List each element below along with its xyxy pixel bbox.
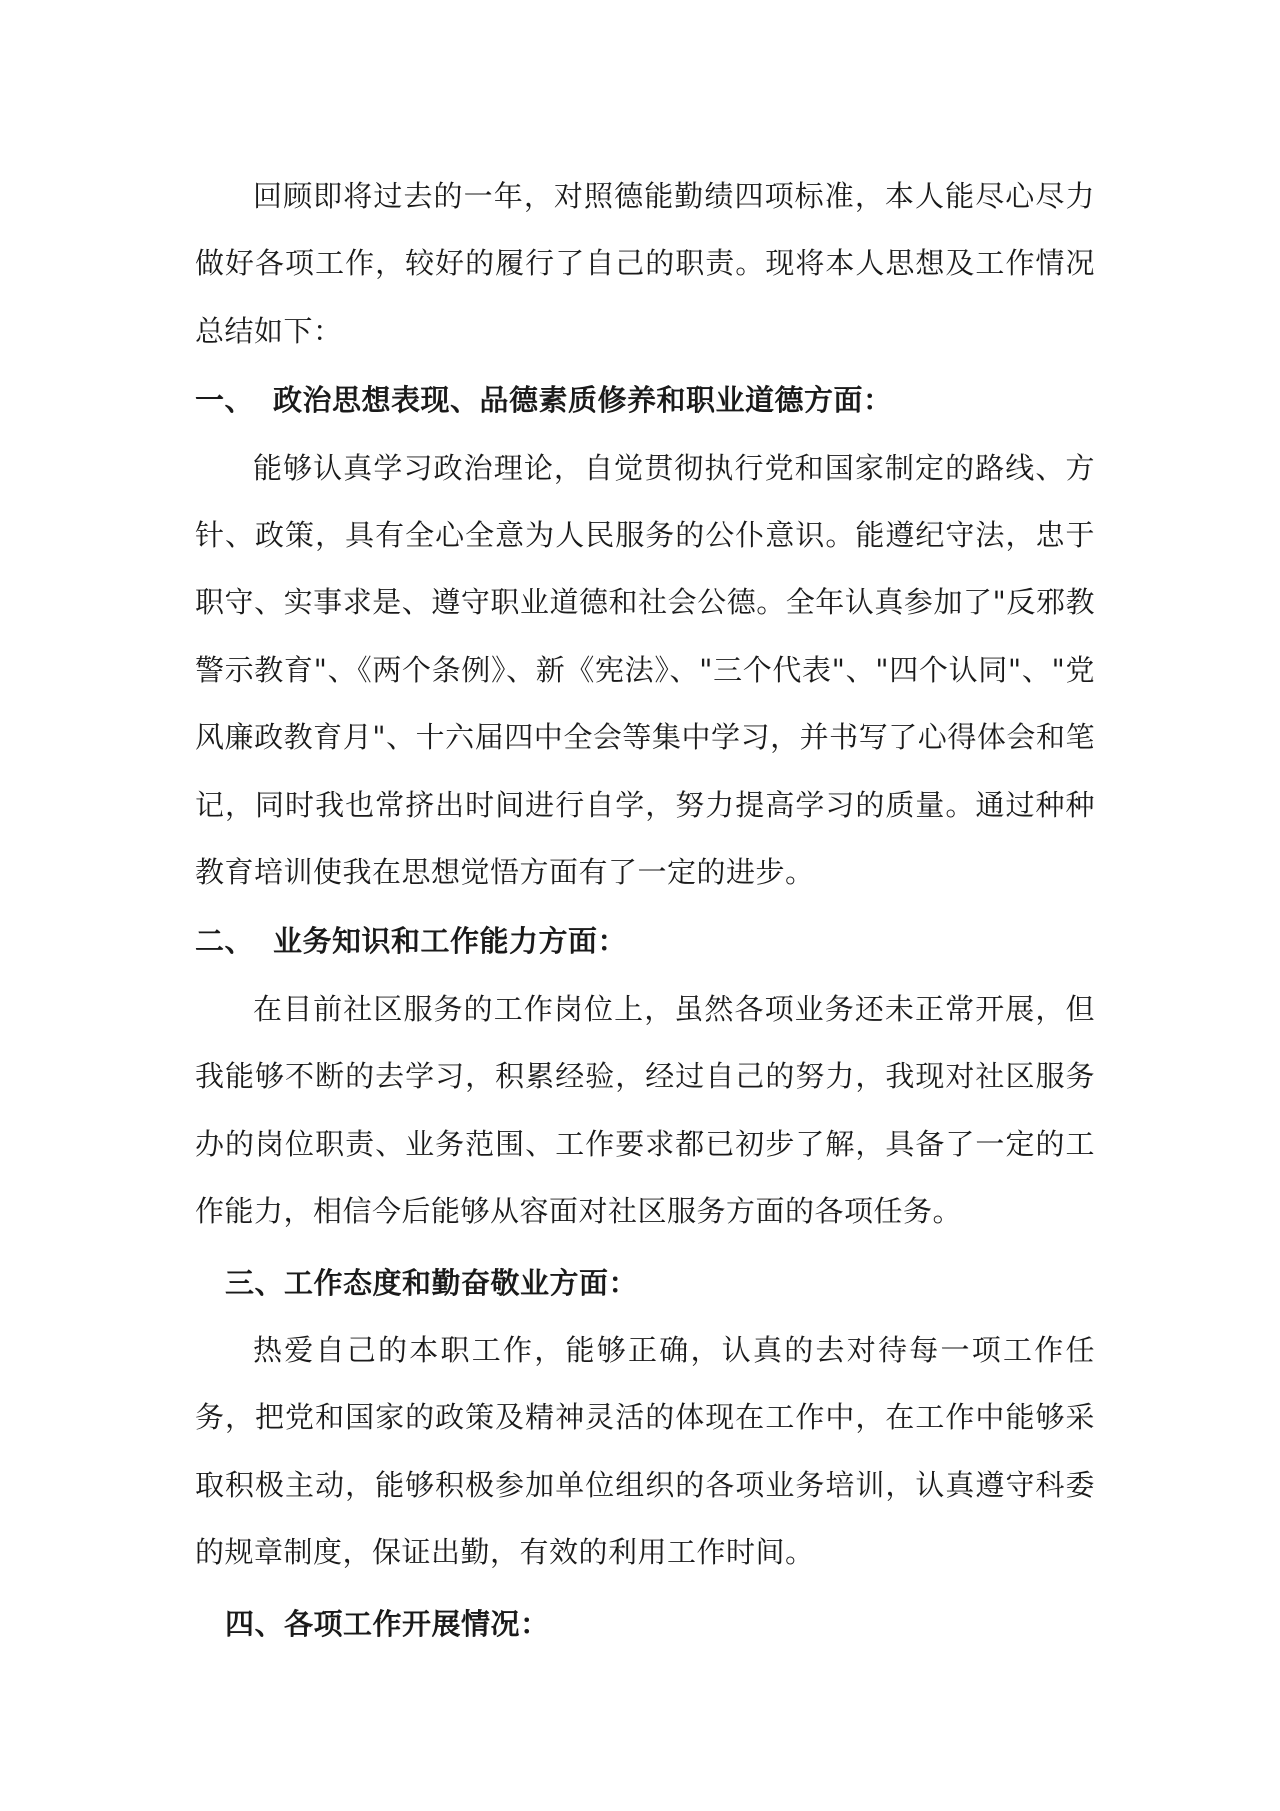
section-1-heading (195, 367, 1095, 434)
section-4-heading: 四、各项工作开展情况： (225, 1606, 550, 1641)
intro-paragraph: 回顾即将过去的一年，对照德能勤绩四项标准，本人能尽心尽力做好各项工作，较好的履行了自己的职责。现将本人思想及工作情况总结如下： (195, 179, 1095, 348)
section-1-paragraph: 能够认真学习政治理论，自觉贯彻执行党和国家制定的路线、方针、政策，具有全心全意为人民服务的公仆意识。能遵纪守法，忠于职守、实事求是、遵守职业道德和社会公德。全年认真参加了"反邪教警示教育"、《两个条例》、新《宪法》、"三个代表"、"四个认同"、"党风廉政教育月"、十六届四中全会等集中学习，并书写了心得体会和笔记，同时我也常挤出时间进行自学，努力提高学习的质量。通过种种教育培训使我在思想觉悟方面有了一定的进步。 (195, 450, 1095, 890)
section-3-heading: 三、工作态度和勤奋敬业方面： (225, 1265, 639, 1300)
section-2-paragraph: 在目前社区服务的工作岗位上，虽然各项业务还未正常开展，但我能够不断的去学习，积累经验，经过自己的努力，我现对社区服务办的岗位职责、业务范围、工作要求都已初步了解，具备了一定的工作能力，相信今后能够从容面对社区服务方面的各项任务。 (195, 991, 1095, 1229)
section-1-title: 政治思想表现、品德素质修养和职业道德方面： (273, 383, 893, 418)
section-2-title: 业务知识和工作能力方面： (273, 924, 628, 959)
document-body (195, 163, 1095, 1658)
section-2-number: 二、 (195, 924, 255, 959)
section-2-heading (195, 908, 1095, 975)
section-1-number: 一、 (195, 383, 255, 418)
section-3-paragraph: 热爱自己的本职工作，能够正确，认真的去对待每一项工作任务，把党和国家的政策及精神灵活的体现在工作中，在工作中能够采取积极主动，能够积极参加单位组织的各项业务培训，认真遵守科委的规章制度，保证出勤，有效的利用工作时间。 (195, 1332, 1095, 1570)
